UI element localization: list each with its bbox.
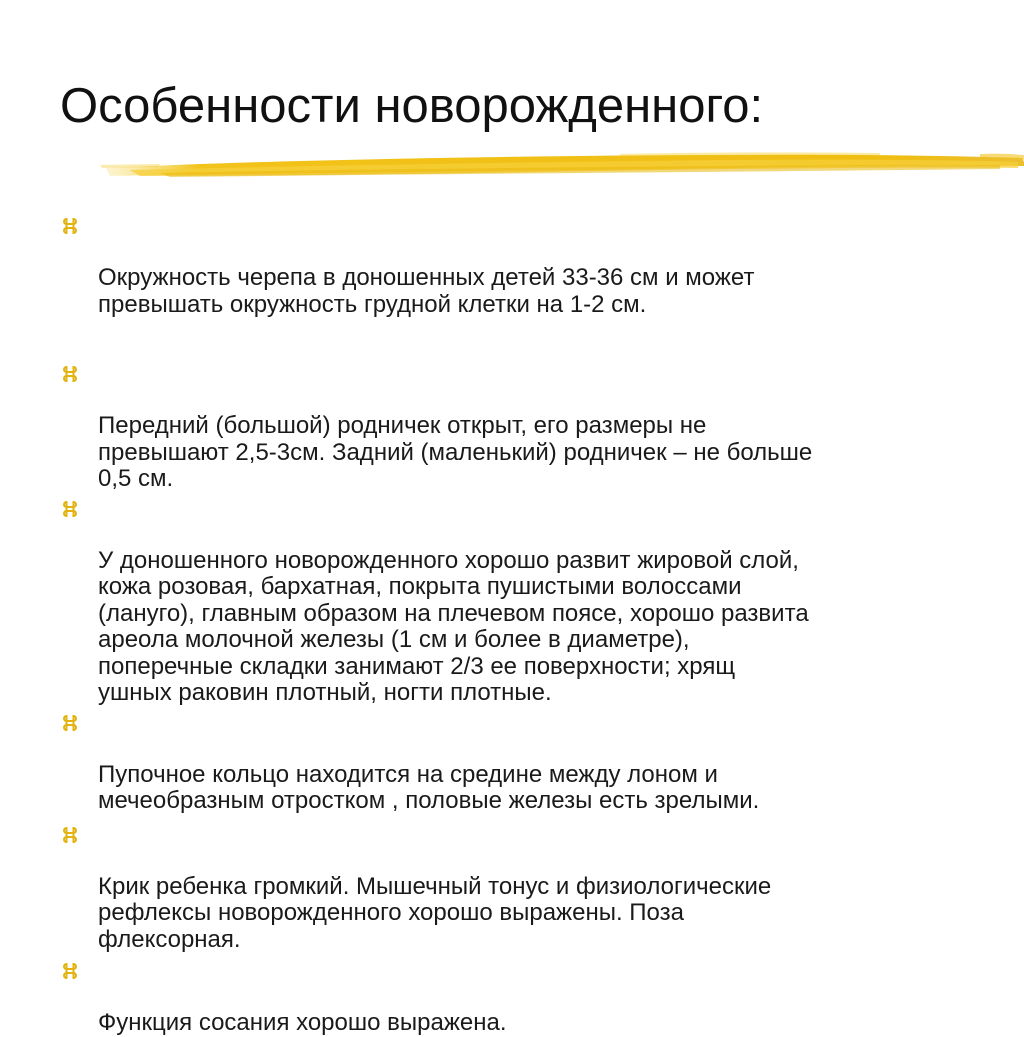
slide-title: Особенности новорожденного: (60, 79, 764, 133)
command-key-icon (60, 961, 80, 981)
bullet-list (58, 212, 978, 1037)
command-key-icon (60, 713, 80, 733)
list-item (58, 957, 978, 1037)
command-key-icon (60, 825, 80, 845)
command-key-icon (60, 499, 80, 519)
bullet-text: Крик ребенка громкий. Мышечный тонус и физиологические рефлексы новорожденного хорошо выражены. Поза флексорная. (98, 872, 772, 953)
bullet-text: Окружность черепа в доношенных детей 33-36 см и может превышать окружность грудной клетки на 1-2 см. (98, 264, 755, 318)
bullet-text: Пупочное кольцо находится на средине между лоном и мечеобразным отростком , половые железы есть зрелыми. (98, 760, 760, 814)
bullet-text: Передний (большой) родничек открыт, его размеры не превышают 2,5-3см. Задний (маленький) родничек – не больше 0,5 см. (98, 412, 813, 492)
title-underline-brush-stroke (100, 140, 1024, 188)
list-item (58, 821, 978, 954)
list-item (58, 360, 978, 493)
list-item (58, 212, 978, 318)
list-item (58, 495, 978, 707)
bullet-text: Функция сосания хорошо выражена. (98, 1009, 507, 1036)
bullet-text: У доношенного новорожденного хорошо развит жировой слой, кожа розовая, бархатная, покрыта пушистыми волоссами (лануго), главным образом на плечевом поясе, хорошо развита ареола молочной железы (1 см и более в диаметре), поперечные складки занимают 2/3 ее поверхности; хрящ ушных раковин плотный, ногти плотные. (98, 546, 809, 706)
command-key-icon (60, 216, 80, 236)
list-item (58, 709, 978, 815)
command-key-icon (60, 364, 80, 384)
